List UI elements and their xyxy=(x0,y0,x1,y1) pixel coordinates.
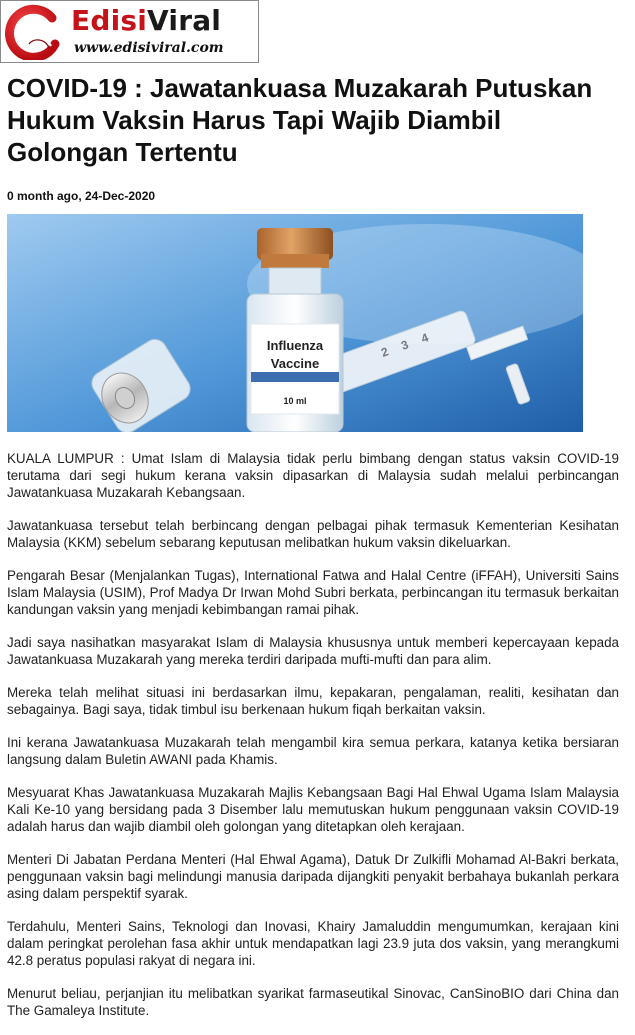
article-paragraph: Menurut beliau, perjanjian itu melibatkan syarikat farmaseutikal Sinovac, CanSinoBIO dari China dan The Gamaleya Institute. xyxy=(7,986,619,1018)
vial-label-line2: Vaccine xyxy=(270,356,320,371)
article-paragraph: Jadi saya nasihatkan masyarakat Islam di Malaysia khususnya untuk memberi kepercayaan kepada Jawatankuasa Muzakarah yang mereka terdiri daripada mufti-mufti dan para alim. xyxy=(7,635,619,667)
article-paragraph: Terdahulu, Menteri Sains, Teknologi dan Inovasi, Khairy Jamaluddin mengumumkan, kerajaan kini dalam peringkat perolehan fasa akhir untuk mendapatkan lagi 23.9 juta dos vaksin, yang merangkumi 42.8 peratus populasi rakyat di negara ini. xyxy=(7,919,619,968)
article-paragraph: Menteri Di Jabatan Perdana Menteri (Hal Ehwal Agama), Datuk Dr Zulkifli Mohamad Al-Bakri berkata, penggunaan vaksin bagi melindungi manusia daripada dijangkiti penyakit berbahaya bukanlah perkara asing dalam perspektif syarak. xyxy=(7,852,619,901)
edisiviral-logo-icon xyxy=(5,4,65,60)
article-body xyxy=(7,450,619,1035)
article-paragraph: Mesyuarat Khas Jawatankuasa Muzakarah Majlis Kebangsaan Bagi Hal Ehwal Ugama Islam Malaysia Kali Ke-10 yang bersidang pada 3 Disember lalu memutuskan hukum penggunaan vaksin COVID-19 adalah harus dan wajib diambil oleh golongan yang ditetapkan oleh kerajaan. xyxy=(7,785,619,834)
site-url: www.edisiviral.com xyxy=(74,40,224,56)
article-paragraph: Ini kerana Jawatankuasa Muzakarah telah mengambil kira semua perkara, katanya ketika bersiaran langsung dalam Buletin AWANI pada Khamis. xyxy=(7,735,619,767)
article-paragraph: KUALA LUMPUR : Umat Islam di Malaysia tidak perlu bimbang dengan status vaksin COVID-19 terutama dari segi hukum kerana vaksin dipasarkan di Malaysia sudah melalui perbincangan Jawatankuasa Muzakarah Kebangsaan. xyxy=(7,451,619,500)
vial-label-volume: 10 ml xyxy=(283,396,307,406)
article-title: COVID-19 : Jawatankuasa Muzakarah Putuskan Hukum Vaksin Harus Tapi Wajib Diambil Golongan Tertentu xyxy=(7,73,593,167)
article-paragraph: Pengarah Besar (Menjalankan Tugas), International Fatwa and Halal Centre (iFFAH), Universiti Sains Islam Malaysia (USIM), Prof Madya Dr Irwan Mohd Subri berkata, perbincangan itu termasuk berkaitan kandungan vaksin yang menjadi kebimbangan ramai pihak. xyxy=(7,568,619,617)
article-paragraph: Mereka telah melihat situasi ini berdasarkan ilmu, kepakaran, pengalaman, realiti, kesihatan dan sebagainya. Bagi saya, tidak timbul isu berkenaan hukum fiqah berkaitan vaksin. xyxy=(7,685,619,717)
syringe-mark-4: 4 xyxy=(419,330,431,346)
article-paragraph: Jawatankuasa tersebut telah berbincang dengan pelbagai pihak termasuk Kementerian Kesihatan Malaysia (KKM) sebelum sebarang keputusan melibatkan hukum vaksin dikeluarkan. xyxy=(7,518,619,550)
vial-label-line1: Influenza xyxy=(266,338,324,353)
vaccine-vial-icon xyxy=(247,228,343,432)
article-meta: 0 month ago, 24-Dec-2020 xyxy=(7,189,156,203)
syringe-mark-2: 2 xyxy=(379,344,391,360)
site-logo-link[interactable] xyxy=(0,0,259,63)
syringe-mark-3: 3 xyxy=(399,337,411,353)
site-name: EdisiViral xyxy=(71,4,222,37)
article-hero-image xyxy=(7,214,583,432)
